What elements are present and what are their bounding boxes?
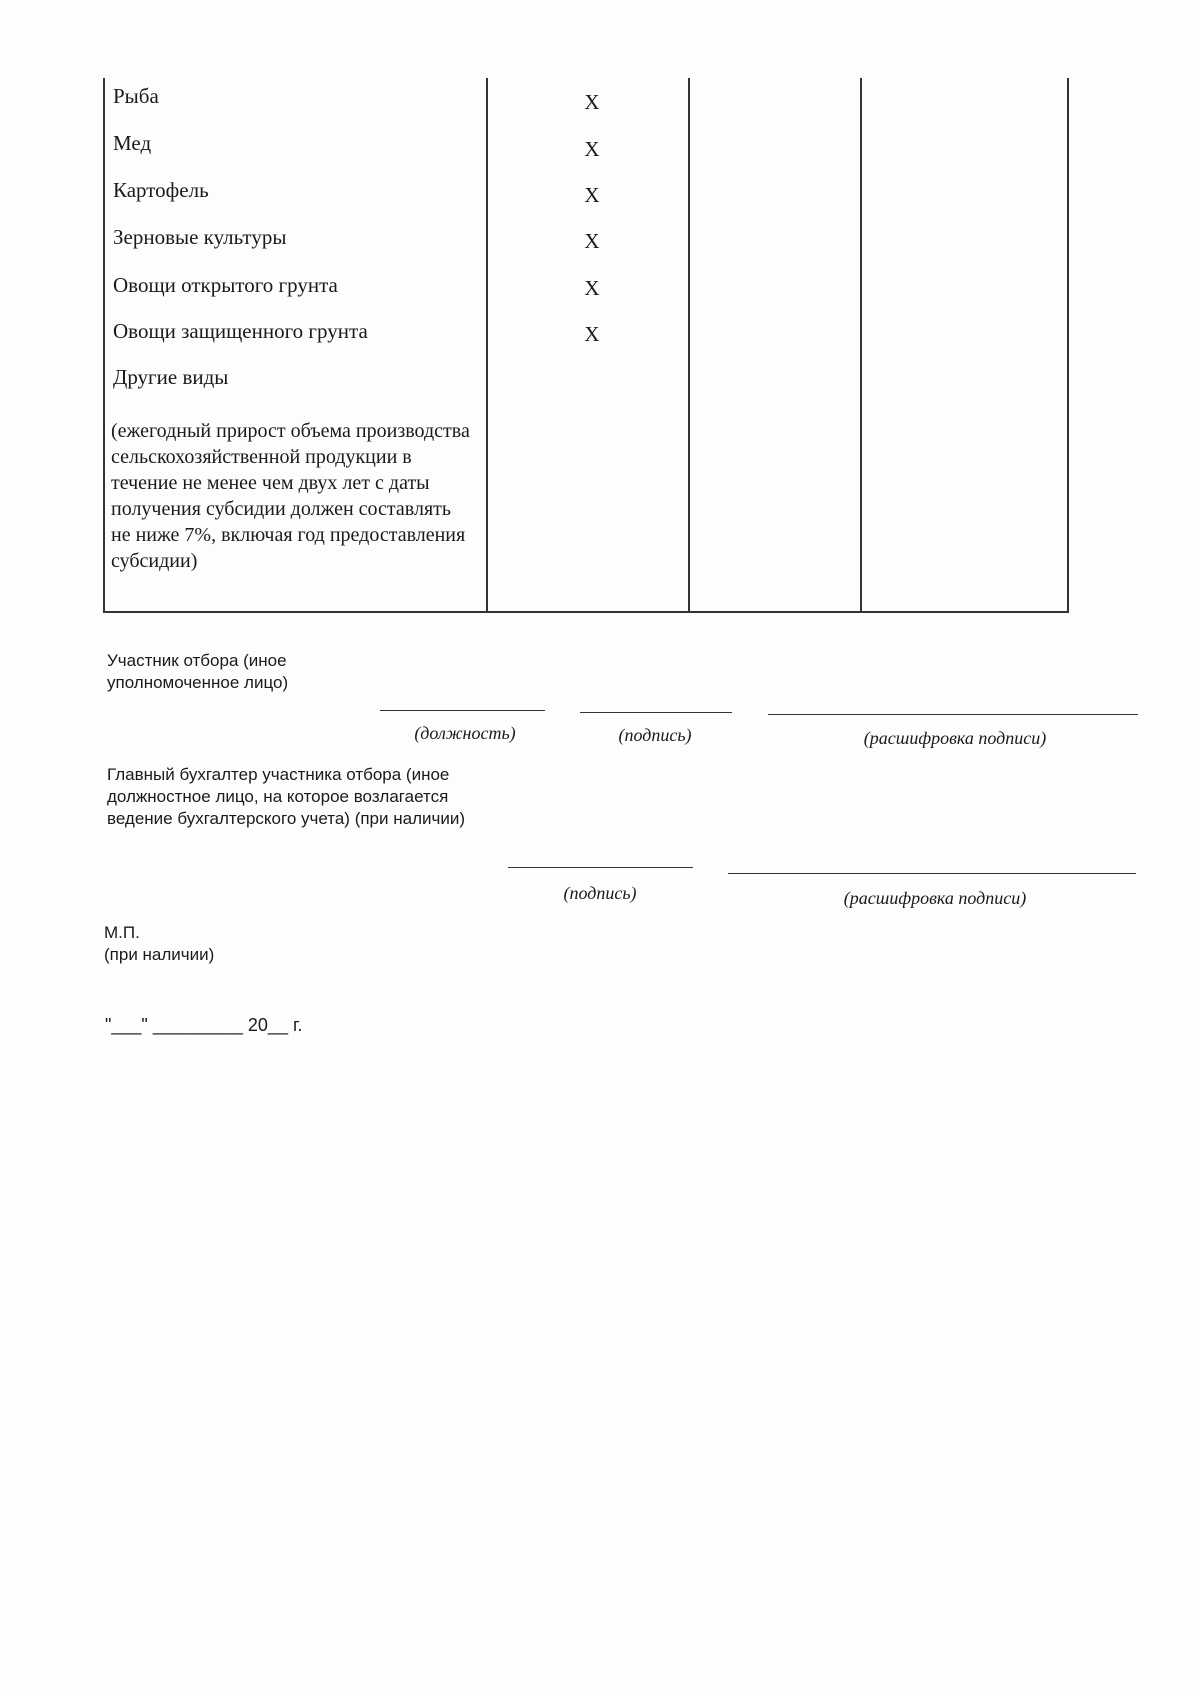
row-mark-open-ground-vegetables: X (584, 276, 600, 300)
position-line[interactable] (380, 710, 545, 711)
accountant-signature-caption: (подпись) (563, 883, 637, 903)
column-divider (860, 78, 862, 611)
stamp-label: М.П. (104, 923, 140, 942)
date-line[interactable]: "___" _________ 20__ г. (105, 1015, 303, 1035)
row-mark-fish: X (584, 90, 600, 114)
row-label-greenhouse-vegetables: Овощи защищенного грунта (113, 319, 368, 343)
accountant-signature-line[interactable] (508, 867, 693, 868)
row-label-other: Другие виды (113, 365, 229, 389)
accountant-decoding-caption: (расшифровка подписи) (843, 888, 1027, 908)
row-mark-greenhouse-vegetables: X (584, 322, 600, 346)
decoding-caption: (расшифровка подписи) (863, 728, 1047, 748)
table-note: (ежегодный прирост объема производства сельскохозяйственной продукции в течение не менее чем двух лет с даты получения субсидии должен составлять не ниже 7%, включая год предоставления субсидии) (111, 420, 470, 572)
column-divider (486, 78, 488, 611)
row-label-honey: Мед (113, 131, 152, 155)
row-mark-potato: X (584, 183, 600, 207)
participant-label: Участник отбора (иное уполномоченное лицо) (107, 651, 289, 692)
row-label-potato: Картофель (113, 178, 209, 202)
row-mark-honey: X (584, 137, 600, 161)
stamp-note: (при наличии) (104, 945, 215, 964)
accountant-decoding-line[interactable] (728, 873, 1136, 874)
row-mark-grain: X (584, 229, 600, 253)
signature-caption: (подпись) (618, 725, 692, 745)
decoding-line[interactable] (768, 714, 1138, 715)
position-caption: (должность) (414, 723, 516, 743)
row-label-grain: Зерновые культуры (113, 225, 287, 249)
row-label-open-ground-vegetables: Овощи открытого грунта (113, 273, 338, 297)
accountant-label: Главный бухгалтер участника отбора (иное должностное лицо, на которое возлагается ведение бухгалтерского учета) (при наличии) (107, 765, 466, 828)
row-label-fish: Рыба (113, 84, 159, 108)
column-divider (688, 78, 690, 611)
signature-line[interactable] (580, 712, 732, 713)
products-table (103, 78, 1069, 613)
